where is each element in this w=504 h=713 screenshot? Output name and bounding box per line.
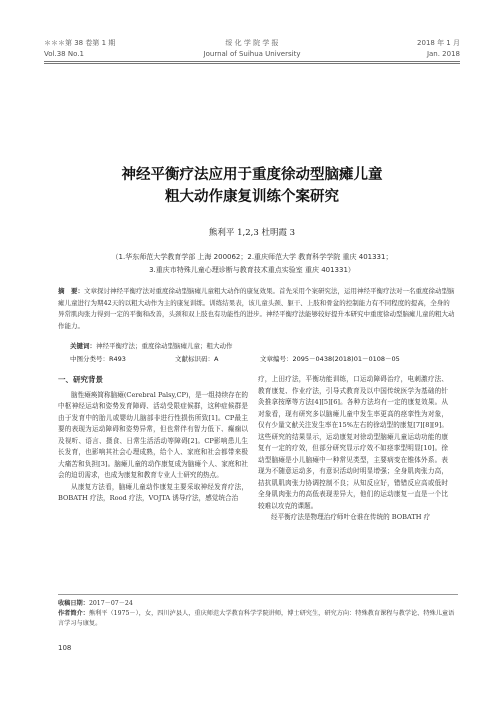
- header-date-en: Jan. 2018: [426, 50, 460, 58]
- abstract: [58, 286, 456, 332]
- affiliation-line-1: （1.华东师范大学教育学部 上海 200062；2.重庆师范大学 教育科学学院 重庆 401331；: [111, 253, 393, 261]
- header-date-cn: 2018 年 1 月: [417, 39, 460, 47]
- keywords: [70, 341, 456, 350]
- author-bio-label: 作者简介：: [58, 610, 89, 617]
- page-number: 108: [58, 644, 72, 652]
- paragraph: 从康复方法看，脑瘫儿童动作康复主要采取神经发育疗法，BOBATH 疗法，Rood 疗法，VOJTA 诱导疗法，感觉统合治: [58, 482, 248, 502]
- received-date: 2017－07－24: [88, 600, 133, 607]
- header-volume-cn: ＊＊＊第 38 卷第 1 期: [44, 39, 116, 47]
- footnote-received: [58, 599, 458, 609]
- abstract-text: 文章探讨神经平衡疗法对重度徐动型脑瘫儿童粗大动作的康复效果。首先采用个案研究法，运用神经平衡疗法对一名重度徐动型脑瘫儿童进行为期42天的以粗大动作为主的康复训练。训练结果表，该儿童头颈、躯干、上肢和骨盆的控制能力有不同程度的提高，全身的异常肌肉张力得到一定的平衡和改善，头颈和双上肢也有功能性的进步。神经平衡疗法能够较好提升本研究中重度徐动型脑瘫儿童的粗大动作能力。: [58, 287, 455, 330]
- paragraph: 疗，上田疗法，平衡功能训练，口运动障碍治疗，电刺激疗法、教育康复、作业疗法，引导式教育及以中国传统医学为基础的针灸推拿按摩等方法[4][5][6]。各种方法均有一定的康复效果。从对象看，现有研究多以脑瘫儿童中发生率更高的痉挛性为对象，仅有少量文献关注发生率在15%左右的徐动型的康复[7][8][9]。这些研究的结果显示，运动康复对徐动型脑瘫儿童运动功能的康复有一定的疗效，但部分研究显示疗效不如痉挛型明显[10]。徐动型脑瘫是小儿脑瘫中一种常见类型，主要病变在锥体外系。表现为不随意运动多，有意识活动时明显增强；全身肌肉张力高，拮抗肌肌肉张力协调控制不良；从知反应好，错错反应高或低时全身肌肉张力的高低表现差异大，他们的运动康复一直是一个比较难以攻克的课题。: [258, 375, 448, 510]
- keywords-text: 神经平衡疗法；重度徐动型脑瘫儿童；粗大动作: [96, 342, 233, 350]
- section-heading: 一、研究背景: [58, 375, 103, 384]
- header-rule-2: [44, 63, 460, 64]
- left-column: [58, 374, 248, 505]
- header-rule: [44, 61, 460, 62]
- footnote-rule: [58, 594, 458, 595]
- author-bio-text: 熊利平（1975－），女，四川泸县人，重庆师范大学教育科学学院讲师，博士研究生，研究方向：特殊教育课程与教学论、特殊儿童语言学习与康复。: [58, 610, 455, 627]
- article-title-line-2: 粗大动作康复训练个案研究: [165, 189, 339, 205]
- affiliation-line-2: 3.重庆市特殊儿童心理诊断与教育技术重点实验室 重庆 401331）: [149, 266, 355, 274]
- article-authors: 熊利平 1,2,3 杜明霞 3: [208, 228, 296, 238]
- received-label: 收稿日期：: [58, 600, 89, 607]
- header-volume-en: Vol.38 No.1: [44, 50, 84, 58]
- article-title-line-1: 神经平衡疗法应用于重度徐动型脑瘫儿童: [121, 167, 383, 183]
- article-number: 文章编号：2095－0438(2018)01－0108－05: [260, 355, 400, 363]
- abstract-label: 摘 要：: [58, 287, 84, 295]
- clc-number: 中图分类号：R493: [70, 355, 126, 363]
- footnote-author-bio: [58, 609, 458, 629]
- header-journal-cn: 绥 化 学 院 学 报: [225, 39, 279, 47]
- document-code: 文献标识码：A: [175, 355, 219, 363]
- header-journal-en: Journal of Suihua University: [203, 50, 301, 58]
- paragraph: 经平衡疗法是物理治疗师叶仓谁在传统的 BOBATH 疗: [271, 513, 431, 521]
- right-column: [258, 374, 448, 524]
- keywords-label: 关键词：: [70, 342, 96, 350]
- paragraph: 脑性瘫痪简称脑瘫(Cerebral Palsy,CP)，是一组持续存在的中枢神经运动和姿势发育障碍、活动受限症候群，这种症候群是由于发育中的胎儿或婴幼儿脑部非进行性损伤所致[1]。CP最主要的表现为运动障碍和姿势异常，但也常伴有智力低下、癫痫以及视听、语言、摄食、日常生活活动等障碍[2]。CP影响患儿生长发育，也影响其社会心理成熟，给个人、家庭和社会都带来极大痛苦和负担[3]。脑瘫儿童的动作康复成为脑瘫个人、家庭和社会的迫切需求，也成为康复和教育专业人士研究的热点。: [58, 390, 248, 479]
